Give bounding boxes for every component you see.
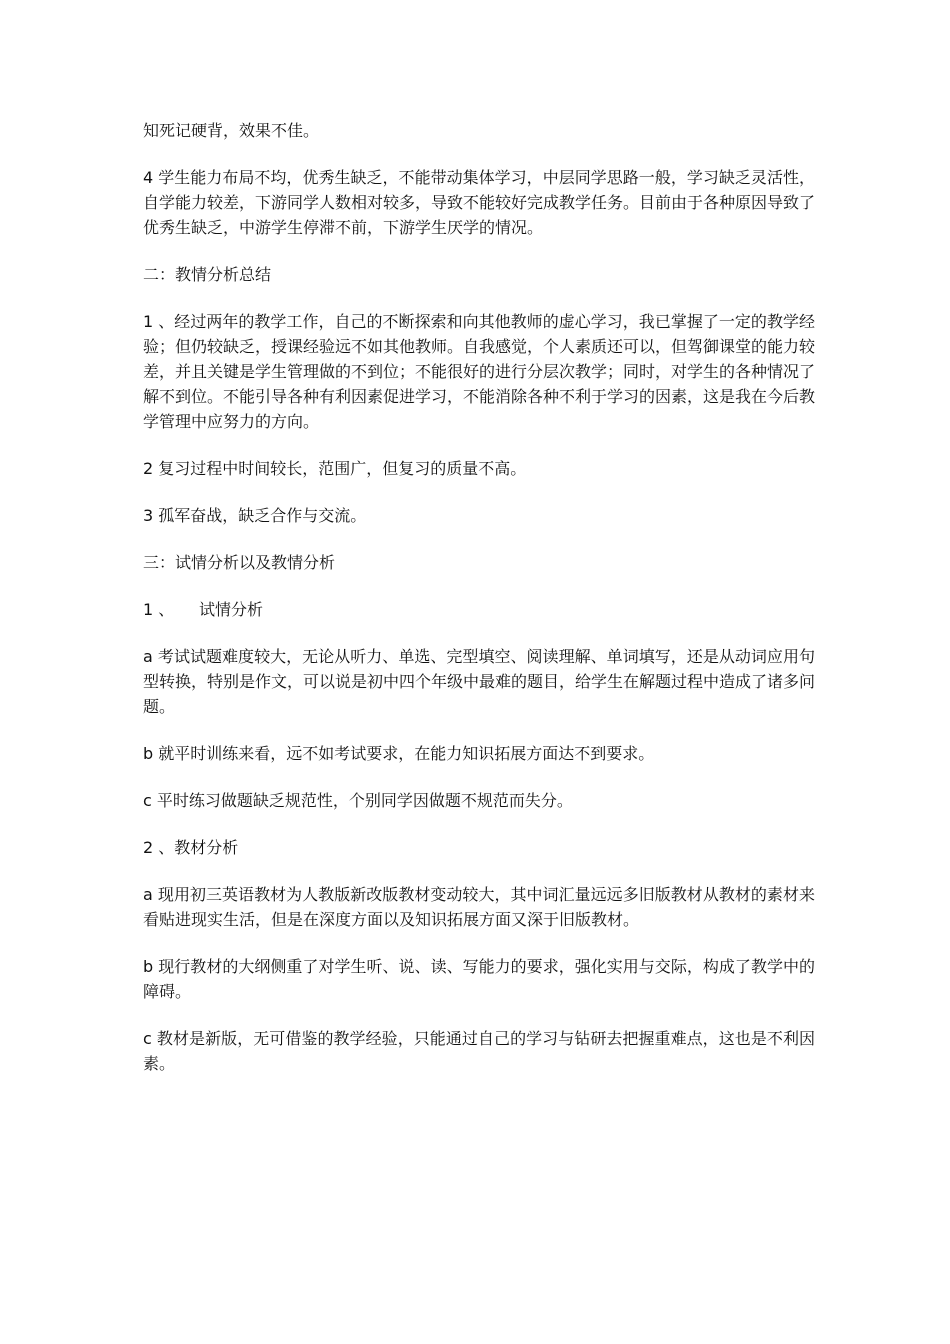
sub-heading-title: 试情分析 bbox=[199, 600, 264, 619]
paragraph-material-c: c 教材是新版，无可借鉴的教学经验，只能通过自己的学习与钻研去把握重难点，这也是不利因素。 bbox=[143, 1029, 815, 1073]
paragraph-exam-a: a 考试试题难度较大，无论从听力、单选、完型填空、阅读理解、单词填写，还是从动词应用句型转换，特别是作文，可以说是初中四个年级中最难的题目，给学生在解题过程中造成了诸多问题。 bbox=[143, 647, 816, 716]
sub-heading-exam-analysis bbox=[143, 597, 815, 622]
paragraph-teaching-1: 1 、经过两年的教学工作，自己的不断探索和向其他教师的虚心学习，我已掌握了一定的教学经验；但仍较缺乏，授课经验远不如其他教师。自我感觉，个人素质还可以，但驾御课堂的能力较差，并且关键是学生管理做的不到位；不能很好的进行分层次教学；同时，对学生的各种情况了解不到位。不能引导各种有利因素促进学习，不能消除各种不利于学习的因素，这是我在今后教学管理中应努力的方向。 bbox=[143, 312, 816, 431]
paragraph-teaching-2: 2 复习过程中时间较长，范围广，但复习的质量不高。 bbox=[143, 459, 527, 478]
paragraph-exam-c: c 平时练习做题缺乏规范性，个别同学因做题不规范而失分。 bbox=[143, 791, 573, 810]
paragraph-item-4: 4 学生能力布局不均，优秀生缺乏，不能带动集体学习，中层同学思路一般，学习缺乏灵活性，自学能力较差，下游同学人数相对较多，导致不能较好完成教学任务。目前由于各种原因导致了优秀生缺乏，中游学生停滞不前，下游学生厌学的情况。 bbox=[143, 168, 816, 237]
paragraph-material-a: a 现用初三英语教材为人教版新改版教材变动较大，其中词汇量远远多旧版教材从教材的素材来看贴进现实生活，但是在深度方面以及知识拓展方面又深于旧版教材。 bbox=[143, 885, 815, 929]
paragraph-exam-b: b 就平时训练来看，远不如考试要求，在能力知识拓展方面达不到要求。 bbox=[143, 744, 655, 763]
paragraph-continuation: 知死记硬背，效果不佳。 bbox=[143, 121, 320, 140]
document-body bbox=[143, 118, 815, 1098]
sub-heading-number: 1 、 bbox=[143, 600, 175, 619]
paragraph-teaching-3: 3 孤军奋战，缺乏合作与交流。 bbox=[143, 506, 367, 525]
section-heading-3: 三：试情分析以及教情分析 bbox=[143, 553, 336, 572]
section-heading-2: 二：教情分析总结 bbox=[143, 265, 272, 284]
sub-heading-material-analysis: 2 、教材分析 bbox=[143, 838, 239, 857]
paragraph-material-b: b 现行教材的大纲侧重了对学生听、说、读、写能力的要求，强化实用与交际，构成了教学中的障碍。 bbox=[143, 957, 815, 1001]
